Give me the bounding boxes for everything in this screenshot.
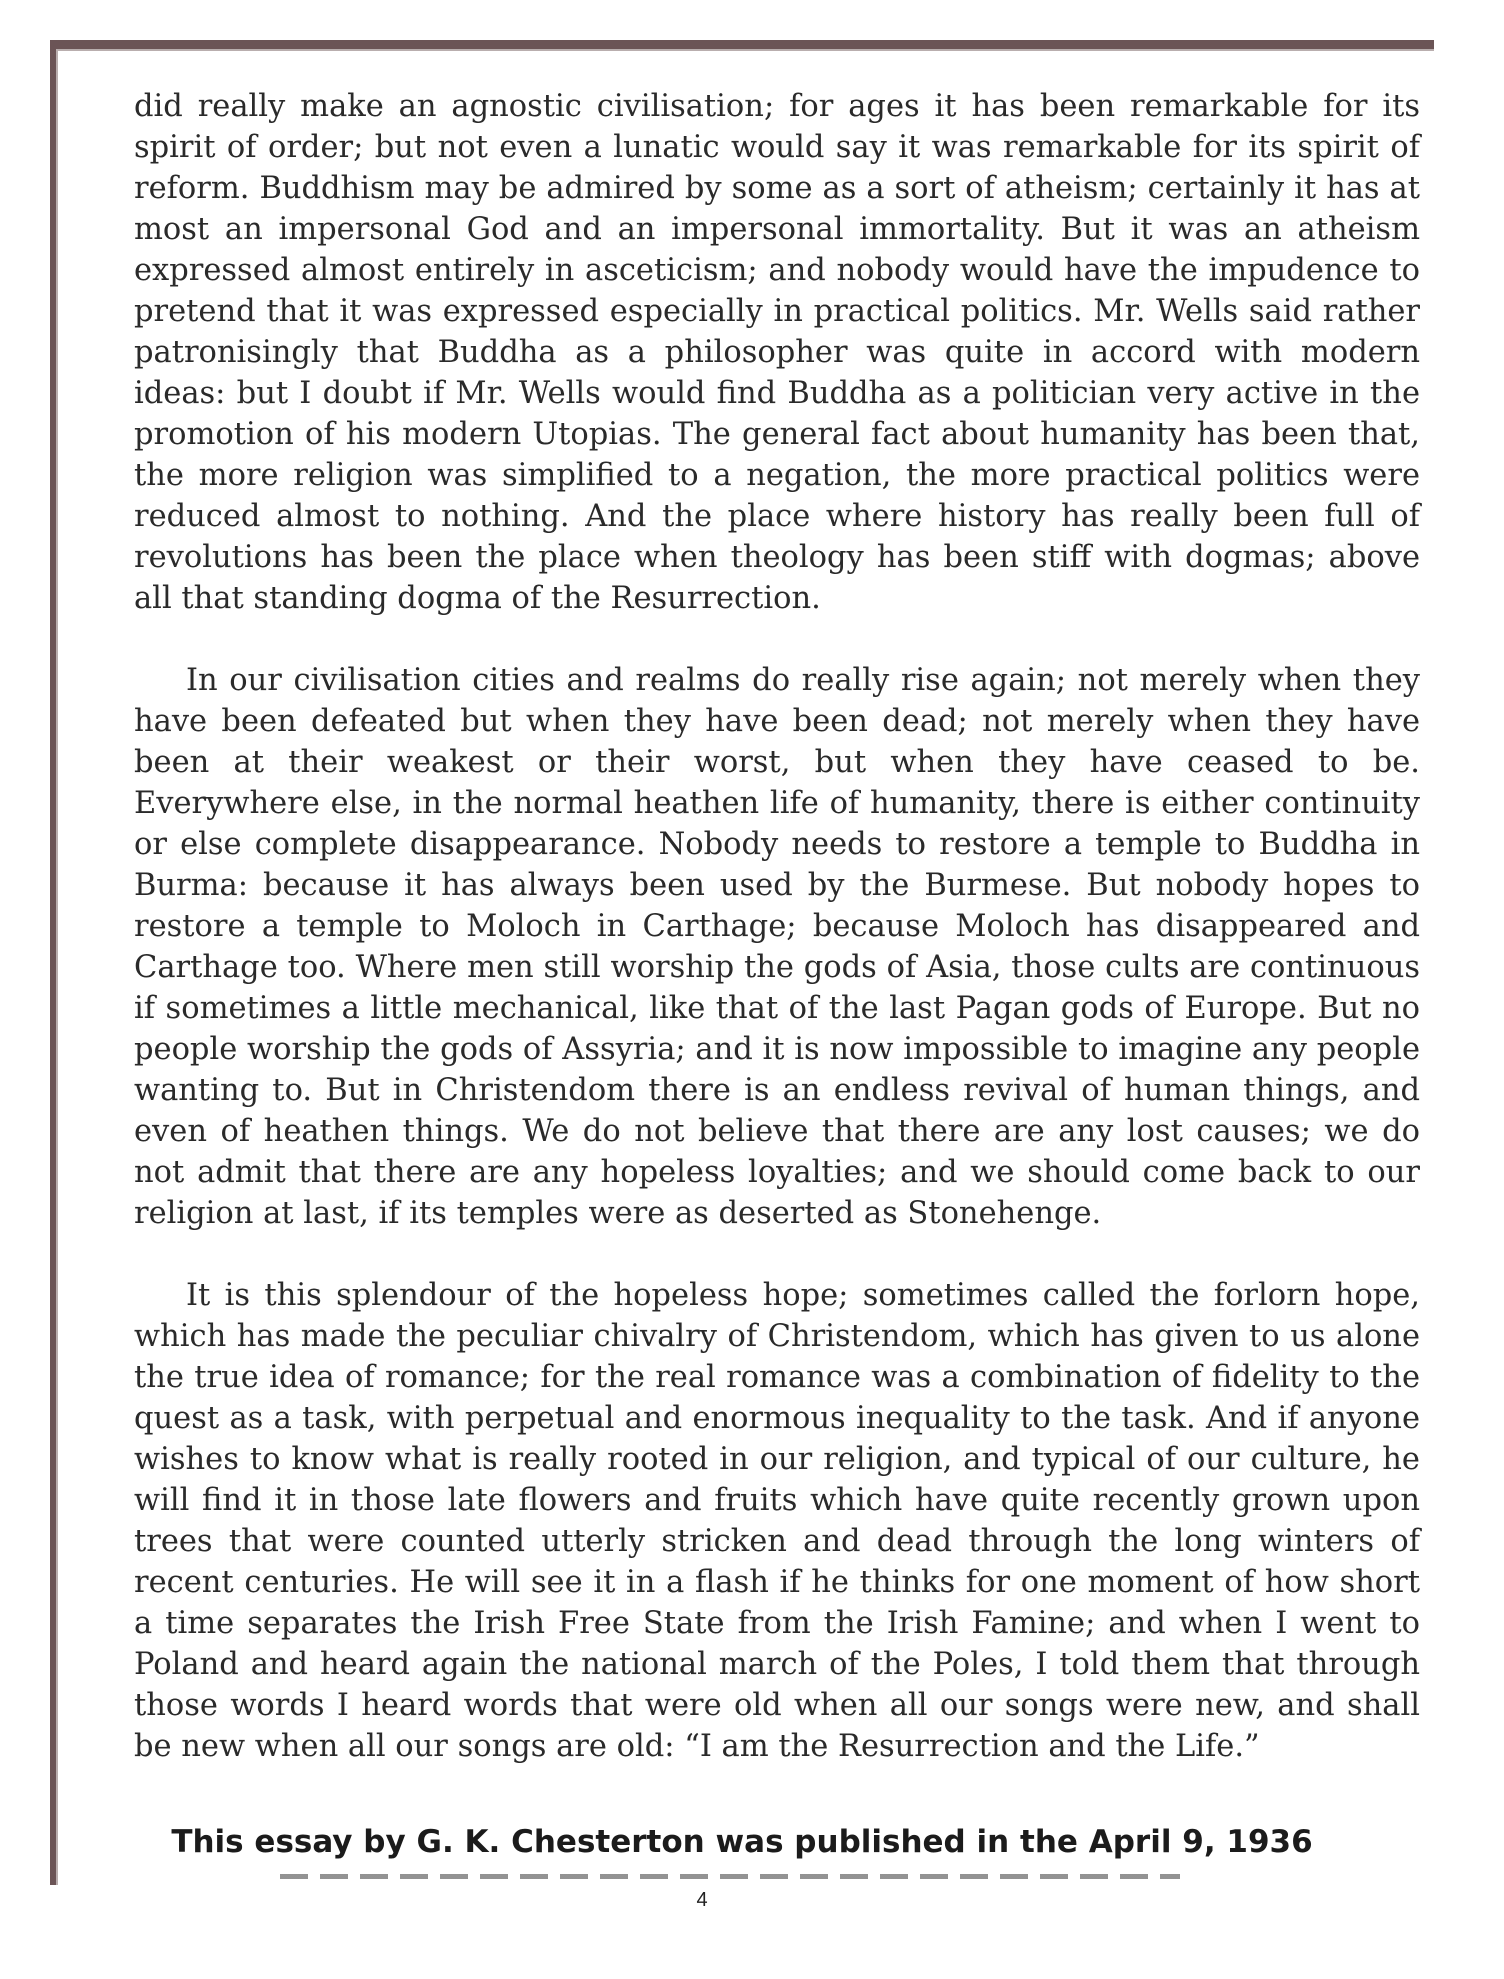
paragraph-3: It is this splendour of the hopeless hope; sometimes called the forlorn hope, which has made the peculiar chivalry of Christendom, which has given to us alone the true idea of romance; for the real romance was a combination of fidelity to the quest as a task, with perpetual and enormous inequality to the task. And if anyone wishes to know what is really rooted in our religion, and typical of our culture, he will find it in those late flowers and fruits which have quite recently grown upon trees that were counted utterly stricken and dead through the long winters of recent centuries. He will see it in a flash if he thinks for one moment of how short a time separates the Irish Free State from the Irish Famine; and when I went to Poland and heard again the national march of the Poles, I told them that through those words I heard words that were old when all our songs were new, and shall be new when all our songs are old: “I am the Resurrection and the Life.” — [134, 1278, 1420, 1764]
publication-note: This essay by G. K. Chesterton was published in the April 9, 1936 — [171, 1824, 1313, 1860]
paragraph-2: In our civilisation cities and realms do really rise again; not merely when they have been defeated but when they have been dead; not merely when they have been at their weakest or their worst, but when they have ceased to be. Everywhere else, in the normal heathen life of humanity, there is either continuity or else complete disappearance. Nobody needs to restore a temple to Buddha in Burma: because it has always been used by the Burmese. But nobody hopes to restore a temple to Moloch in Carthage; because Moloch has disappeared and Carthage too. Where men still worship the gods of Asia, those cults are continuous if sometimes a little mechanical, like that of the last Pagan gods of Europe. But no people worship the gods of Assyria; and it is now impossible to imagine any people wanting to. But in Christendom there is an endless revival of human things, and even of heathen things. We do not believe that there are any lost causes; we do not admit that there are any hopeless loyalties; and we should come back to our religion at last, if its temples were as deserted as Stonehenge. — [134, 663, 1420, 1231]
page-number: 4 — [696, 1889, 708, 1911]
page-border-shadow-top — [56, 49, 1434, 51]
essay-body — [134, 86, 1420, 1767]
page-border-shadow-left — [56, 49, 58, 1885]
cut-off-text-line — [280, 1868, 1180, 1885]
cut-off-text-fragment — [280, 1874, 1180, 1879]
paragraph-1: did really make an agnostic civilisation; for ages it has been remarkable for its spirit of order; but not even a lunatic would say it was remarkable for its spirit of reform. Buddhism may be admired by some as a sort of atheism; certainly it has at most an impersonal God and an impersonal immortality. But it was an atheism expressed almost entirely in asceticism; and nobody would have the impudence to pretend that it was expressed especially in practical politics. Mr. Wells said rather patronisingly that Buddha as a philosopher was quite in accord with modern ideas: but I doubt if Mr. Wells would find Buddha as a politician very active in the promotion of his modern Utopias. The general fact about humanity has been that, the more religion was simplified to a negation, the more practical politics were reduced almost to nothing. And the place where history has really been full of revolutions has been the place when theology has been stiff with dogmas; above all that standing dogma of the Resurrection. — [134, 89, 1420, 616]
